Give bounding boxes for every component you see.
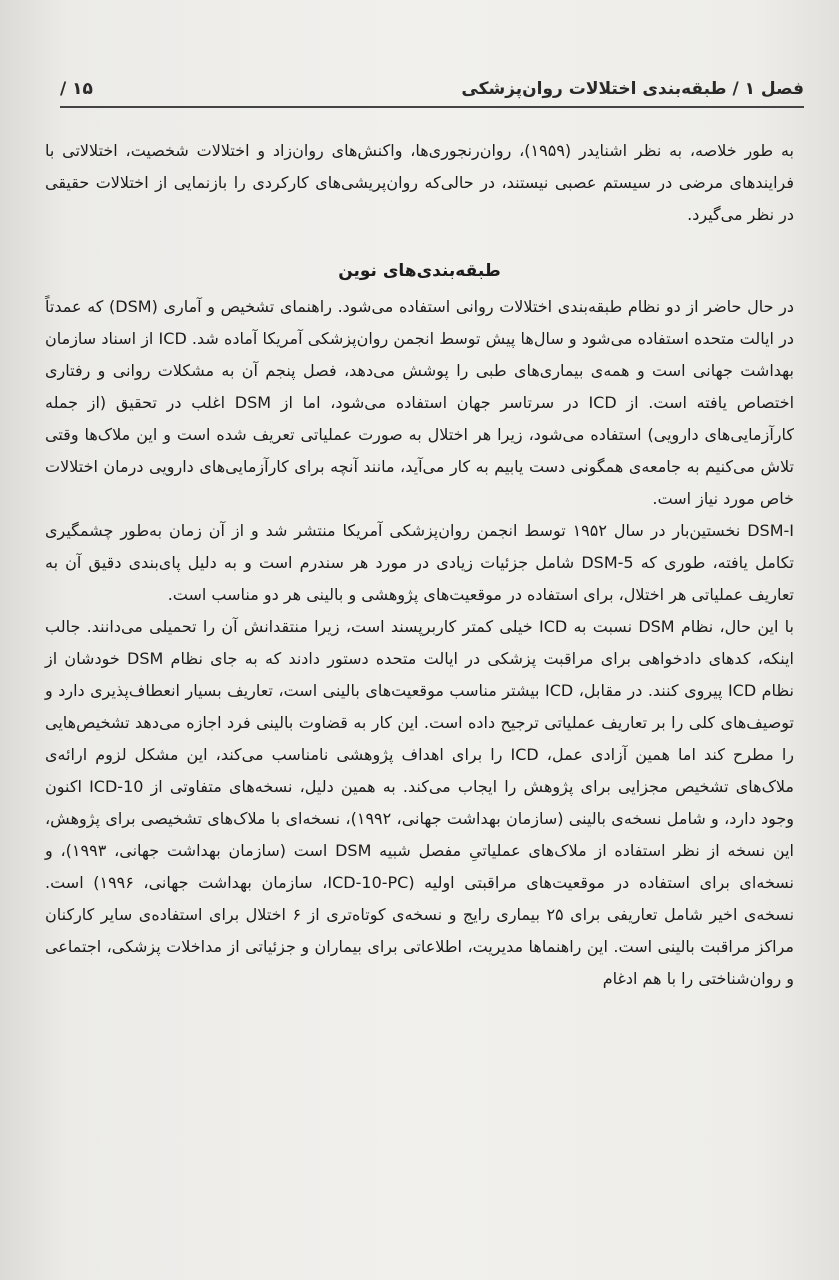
header-rule bbox=[60, 106, 804, 108]
paragraph-current-systems: در حال حاضر از دو نظام طبقه‌بندی اختلالات روانی استفاده می‌شود. راهنمای تشخیص و آماری (DSM) که عمدتاً در ایالت متحده استفاده می‌شود و سال‌ها پیش توسط انجمن روان‌پزشکی آمریکا آماده شد. ICD از اسناد سازمان بهداشت جهانی است و همه‌ی بیماری‌های طبی را پوشش می‌دهد، فصل پنجم آن به مشکلات روانی و رفتاری اختصاص یافته است. از ICD در سرتاسر جهان استفاده می‌شود، اما از DSM اغلب در تحقیق (از جمله کارآزمایی‌های دارویی) استفاده می‌شود، زیرا هر اختلال به صورت عملیاتی تعریف شده است و این ملاک‌ها وقتی تلاش می‌کنیم به جامعه‌ی همگونی دست یابیم به کار می‌آید، مانند آنچه برای کارآزمایی‌های دارویی درمان اختلالات خاص مورد نیاز است. bbox=[45, 297, 795, 508]
body-text bbox=[45, 135, 794, 995]
page-number: ۱۵ / bbox=[60, 79, 93, 99]
running-header bbox=[60, 72, 804, 106]
section-heading: طبقه‌بندی‌های نوین bbox=[338, 261, 501, 281]
paragraph-dsm-history: DSM-I نخستین‌بار در سال ۱۹۵۲ توسط انجمن روان‌پزشکی آمریکا منتشر شد و از آن زمان به‌طور چشمگیری تکامل یافته، طوری که DSM-5 شامل جزئیات زیادی در مورد هر سندرم است و به دلیل پای‌بندی دقیق آن به تعاریف عملیاتی هر اختلال، برای استفاده در موقعیت‌های پژوهشی و بالینی هر دو مناسب است. bbox=[45, 521, 794, 604]
paragraph-dsm-vs-icd: با این حال، نظام DSM نسبت به ICD خیلی کمتر کاربرپسند است، زیرا منتقدانش آن را تحمیلی می‌دانند. جالب اینکه، کدهای دادخواهی برای مراقبت پزشکی در ایالت متحده دستور دادند که به جای نظام DSM خودشان از نظام ICD پیروی کنند. در مقابل، ICD بیشتر مناسب موقعیت‌های بالینی است، تعاریف بسیار انعطاف‌پذیری دارد و توصیف‌های کلی را بر تعاریف عملیاتی ترجیح داده است. این کار به قضاوت بالینی فرد اجازه می‌دهد تشخیص‌هایی را مطرح کند اما همین آزادی عمل، ICD را برای اهداف پژوهشی نامناسب می‌کند، این مشکل لزوم ارائه‌ی ملاک‌های تشخیص مجزایی برای پژوهش را ایجاب می‌کند. به همین دلیل، نسخه‌های متفاوتی از ICD-10 اکنون وجود دارد، و شامل نسخه‌ی بالینی (سازمان بهداشت جهانی، ۱۹۹۲)، نسخه‌ای با ملاک‌های تشخیصی برای پژوهش، این نسخه از نظر استفاده از ملاک‌های عملیاتیِ مفصل شبیه DSM است (سازمان بهداشت جهانی، ۱۹۹۳)، و نسخه‌ای برای استفاده در موقعیت‌های مراقبتی اولیه (ICD-10-PC، سازمان بهداشت جهانی، ۱۹۹۶) است. نسخه‌ی اخیر شامل تعاریفی برای ۲۵ بیماری رایج و نسخه‌ی کوتاه‌تری از ۶ اختلال برای استفاده‌ی سایر کارکنان مراکز مراقبت بالینی است. این راهنماها مدیریت، اطلاعاتی برای بیماران و جزئیاتی از مداخلات پزشکی، اجتماعی و روان‌شناختی را با هم ادغام bbox=[45, 617, 795, 988]
paragraph-summary: به طور خلاصه، به نظر اشنایدر (۱۹۵۹)، روان‌رنجوری‌ها، واکنش‌های روان‌زاد و اختلالات شخصیت، اختلالاتی با فرایندهای مرضی در سیستم عصبی نیستند، در حالی‌که روان‌پریشی‌های کارکردی را بازنمایی از اختلالات حقیقی در نظر می‌گیرد. bbox=[45, 141, 794, 224]
chapter-title: فصل ۱ / طبقه‌بندی اختلالات روان‌پزشکی bbox=[461, 79, 804, 99]
